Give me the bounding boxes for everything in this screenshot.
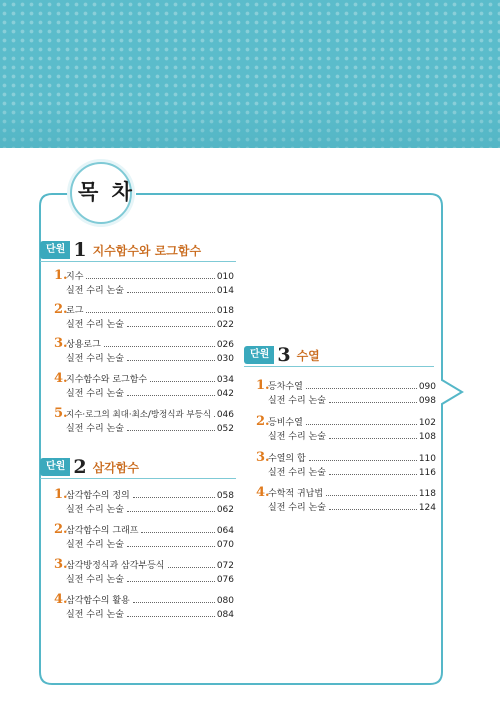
leader-dots	[86, 277, 214, 279]
sub-entry-page: 124	[418, 503, 436, 513]
sub-entry-page: 014	[216, 286, 234, 296]
unit-3-tag: 단원	[244, 346, 274, 364]
leader-dots	[127, 510, 215, 512]
toc-entry[interactable]	[54, 373, 234, 400]
entry-page: 102	[418, 418, 436, 428]
leader-dots	[127, 325, 215, 327]
toc-entry[interactable]	[54, 524, 234, 551]
leader-dots	[127, 429, 215, 431]
sub-entry-page: 030	[216, 354, 234, 364]
entry-number: 4.	[256, 485, 270, 500]
sub-entry-title: 실전 수리 논술	[268, 503, 326, 513]
entry-page: 080	[216, 596, 234, 606]
sub-entry-title: 실전 수리 논술	[66, 424, 124, 434]
entry-number: 2.	[256, 414, 270, 429]
toc-entry[interactable]	[256, 452, 436, 479]
unit-2-number: 2	[73, 456, 87, 478]
unit-2-divider	[40, 478, 236, 479]
entry-title: 상용로그	[66, 340, 101, 350]
entry-title: 지수함수와 로그함수	[66, 375, 148, 385]
leader-dots	[329, 508, 417, 510]
leader-dots	[86, 311, 214, 313]
sub-entry-page: 084	[216, 610, 234, 620]
sub-entry-page: 098	[418, 396, 436, 406]
entry-page: 064	[216, 526, 234, 536]
entry-number: 4.	[54, 371, 68, 386]
entry-number: 5.	[54, 406, 68, 421]
sub-entry-title: 실전 수리 논술	[66, 610, 124, 620]
entry-title: 삼각함수의 정의	[66, 491, 130, 501]
leader-dots	[127, 545, 215, 547]
sub-entry-page: 108	[418, 432, 436, 442]
entry-page: 090	[418, 382, 436, 392]
toc-entry[interactable]	[54, 408, 234, 435]
unit-2-name: 삼각함수	[92, 460, 139, 475]
entry-page: 010	[216, 272, 234, 282]
sub-entry-page: 022	[216, 320, 234, 330]
leader-dots	[309, 459, 417, 461]
entry-page: 072	[216, 561, 234, 571]
entry-page: 034	[216, 375, 234, 385]
entry-page: 058	[216, 491, 234, 501]
leader-dots	[127, 291, 215, 293]
sub-entry-title: 실전 수리 논술	[66, 389, 124, 399]
sub-entry-page: 042	[216, 389, 234, 399]
page-title: 목 차	[78, 180, 135, 204]
sub-entry-page: 052	[216, 424, 234, 434]
unit-1-number: 1	[73, 239, 87, 261]
entry-title: 수열의 합	[268, 454, 306, 464]
entry-title: 지수·로그의 최대·최소/방정식과 부등식	[66, 410, 212, 420]
sub-entry-page: 116	[418, 468, 436, 478]
entry-title: 로그	[66, 306, 84, 316]
sub-entry-title: 실전 수리 논술	[66, 505, 124, 515]
entry-title: 등비수열	[268, 418, 303, 428]
toc-entry[interactable]	[54, 304, 234, 331]
entry-title: 삼각함수의 그래프	[66, 526, 139, 536]
entry-page: 026	[216, 340, 234, 350]
sub-entry-title: 실전 수리 논술	[268, 396, 326, 406]
leader-dots	[168, 566, 215, 568]
sub-entry-title: 실전 수리 논술	[66, 540, 124, 550]
entry-page: 046	[216, 410, 234, 420]
sub-entry-title: 실전 수리 논술	[66, 354, 124, 364]
sub-entry-title: 실전 수리 논술	[66, 575, 124, 585]
entry-title: 수학적 귀납법	[268, 489, 324, 499]
leader-dots	[104, 345, 215, 347]
leader-dots	[214, 415, 215, 417]
unit-1-name: 지수함수와 로그함수	[92, 243, 202, 258]
leader-dots	[127, 580, 215, 582]
leader-dots	[127, 615, 215, 617]
toc-entry[interactable]	[54, 559, 234, 586]
leader-dots	[326, 494, 417, 496]
unit-3-divider	[244, 366, 434, 367]
leader-dots	[306, 387, 417, 389]
sub-entry-title: 실전 수리 논술	[66, 320, 124, 330]
leader-dots	[127, 359, 215, 361]
leader-dots	[329, 437, 417, 439]
entry-title: 삼각방정식과 삼각부등식	[66, 561, 165, 571]
entry-number: 1.	[54, 487, 68, 502]
entry-number: 1.	[256, 378, 270, 393]
sub-entry-title: 실전 수리 논술	[66, 286, 124, 296]
sub-entry-page: 076	[216, 575, 234, 585]
unit-1-divider	[40, 261, 236, 262]
entry-title: 삼각함수의 활용	[66, 596, 130, 606]
entry-number: 3.	[54, 336, 68, 351]
entry-title: 지수	[66, 272, 84, 282]
unit-2-tag: 단원	[40, 458, 70, 476]
toc-entry[interactable]	[256, 487, 436, 514]
unit-3-name: 수열	[296, 348, 320, 363]
sub-entry-title: 실전 수리 논술	[268, 468, 326, 478]
toc-entry[interactable]	[54, 594, 234, 621]
unit-3-header	[244, 346, 320, 364]
toc-entry[interactable]	[256, 380, 436, 407]
leader-dots	[133, 601, 215, 603]
entry-page: 110	[418, 454, 436, 464]
toc-entry[interactable]	[54, 338, 234, 365]
sub-entry-page: 062	[216, 505, 234, 515]
leader-dots	[127, 394, 215, 396]
leader-dots	[133, 496, 215, 498]
leader-dots	[306, 423, 417, 425]
leader-dots	[329, 401, 417, 403]
entry-number: 4.	[54, 592, 68, 607]
leader-dots	[150, 380, 215, 382]
toc-entry[interactable]	[54, 489, 234, 516]
toc-entry[interactable]	[256, 416, 436, 443]
unit-1-header	[40, 241, 201, 259]
leader-dots	[329, 473, 417, 475]
unit-3-number: 3	[277, 344, 291, 366]
unit-1-tag: 단원	[40, 241, 70, 259]
sub-entry-page: 070	[216, 540, 234, 550]
entry-number: 2.	[54, 522, 68, 537]
unit-2-header	[40, 458, 139, 476]
leader-dots	[141, 531, 214, 533]
entry-number: 3.	[256, 450, 270, 465]
entry-title: 등차수열	[268, 382, 303, 392]
entry-number: 1.	[54, 268, 68, 283]
toc-entry[interactable]	[54, 270, 234, 297]
entry-page: 018	[216, 306, 234, 316]
entry-number: 2.	[54, 302, 68, 317]
entry-page: 118	[418, 489, 436, 499]
entry-number: 3.	[54, 557, 68, 572]
sub-entry-title: 실전 수리 논술	[268, 432, 326, 442]
